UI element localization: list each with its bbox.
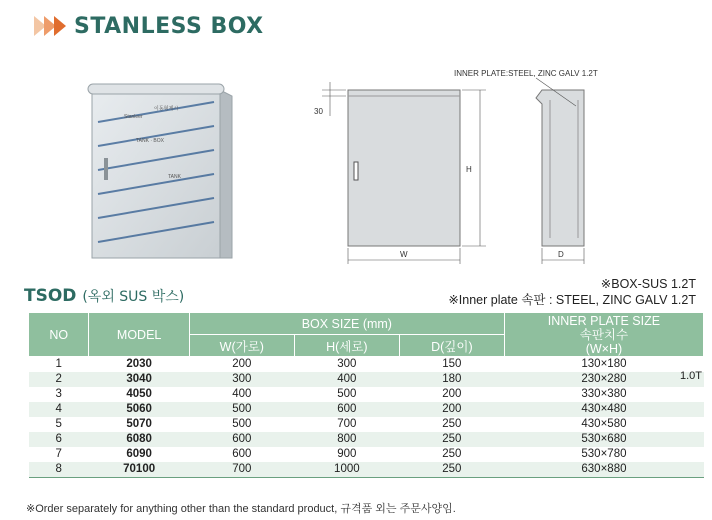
photo-label: TANK · BOX [136, 138, 164, 144]
technical-drawing [300, 60, 700, 280]
cell-w: 600 [189, 447, 294, 462]
cell-d: 200 [399, 387, 504, 402]
footnote: ※Order separately for anything other than the standard product, 규격품 외는 주문사양임. [26, 503, 456, 515]
chevron-right-icon [54, 16, 66, 36]
table-row [29, 462, 704, 478]
cell-model: 6080 [89, 432, 189, 447]
cell-w: 200 [189, 357, 294, 373]
cell-no: 8 [29, 462, 89, 478]
cell-model: 4050 [89, 387, 189, 402]
page-header [34, 6, 264, 46]
table-row [29, 387, 704, 402]
cell-inner: 330×380 [504, 387, 703, 402]
table-row [29, 402, 704, 417]
col-header-box-size: BOX SIZE (mm) [189, 313, 504, 335]
note-inner-plate: ※Inner plate 속판 : STEEL, ZINC GALV 1.2T [448, 293, 696, 307]
col-header-no: NO [29, 313, 89, 357]
page-title: STANLESS BOX [74, 13, 264, 39]
spec-table [28, 312, 704, 478]
material-notes [448, 276, 696, 308]
cell-h: 700 [294, 417, 399, 432]
cell-h: 300 [294, 357, 399, 373]
cell-d: 150 [399, 357, 504, 373]
col-header-d: D(깊이) [399, 335, 504, 357]
cell-model: 2030 [89, 357, 189, 373]
cell-inner: 530×680 [504, 432, 703, 447]
photo-label: Stanleer [124, 114, 143, 120]
col-header-inner-plate [504, 313, 703, 357]
photo-label: 이동형제시 [154, 106, 179, 112]
cell-w: 400 [189, 387, 294, 402]
note-box-material: ※BOX-SUS 1.2T [600, 277, 696, 291]
inner-plate-note: INNER PLATE:STEEL, ZINC GALV 1.2T [454, 69, 598, 78]
cell-model: 3040 [89, 372, 189, 387]
cell-w: 700 [189, 462, 294, 478]
thickness-note: 1.0T [680, 370, 703, 382]
cell-w: 600 [189, 432, 294, 447]
cell-no: 3 [29, 387, 89, 402]
inner-plate-header-line2: 속판치수 [579, 327, 629, 342]
table-row [29, 372, 704, 387]
cell-d: 250 [399, 462, 504, 478]
cell-inner: 530×780 [504, 447, 703, 462]
cell-h: 600 [294, 402, 399, 417]
photo-label: TANK [168, 174, 181, 180]
cell-model: 5070 [89, 417, 189, 432]
cell-d: 250 [399, 432, 504, 447]
cell-no: 4 [29, 402, 89, 417]
cell-inner: 630×880 [504, 462, 703, 478]
cell-w: 500 [189, 402, 294, 417]
cell-h: 400 [294, 372, 399, 387]
series-code: TSOD [24, 286, 77, 306]
col-header-h: H(세로) [294, 335, 399, 357]
dimension-label: 30 [314, 107, 323, 116]
cell-no: 5 [29, 417, 89, 432]
cell-inner: 230×280 [504, 372, 703, 387]
cell-d: 250 [399, 447, 504, 462]
product-photo [84, 82, 234, 260]
cell-h: 900 [294, 447, 399, 462]
cell-inner: 130×180 [504, 357, 703, 373]
table-row [29, 447, 704, 462]
cell-no: 7 [29, 447, 89, 462]
inner-plate-header-line1: INNER PLATE SIZE [547, 313, 661, 328]
cell-h: 800 [294, 432, 399, 447]
cell-no: 2 [29, 372, 89, 387]
inner-plate-header-line3: (W×H) [585, 341, 623, 356]
cell-no: 1 [29, 357, 89, 373]
series-description: (옥외 SUS 박스) [82, 289, 185, 305]
table-row [29, 432, 704, 447]
dimension-label: W [400, 250, 408, 259]
product-series [24, 286, 184, 306]
cell-inner: 430×480 [504, 402, 703, 417]
cell-inner: 430×580 [504, 417, 703, 432]
cell-w: 500 [189, 417, 294, 432]
cell-d: 180 [399, 372, 504, 387]
dimension-label: H [466, 165, 472, 174]
cell-model: 6090 [89, 447, 189, 462]
cell-model: 5060 [89, 402, 189, 417]
cell-no: 6 [29, 432, 89, 447]
cell-model: 70100 [89, 462, 189, 478]
table-row [29, 417, 704, 432]
dimension-label: D [558, 250, 564, 259]
cell-h: 1000 [294, 462, 399, 478]
cell-h: 500 [294, 387, 399, 402]
col-header-model: MODEL [89, 313, 189, 357]
cell-d: 200 [399, 402, 504, 417]
cell-w: 300 [189, 372, 294, 387]
col-header-w: W(가로) [189, 335, 294, 357]
table-row [29, 357, 704, 373]
cell-d: 250 [399, 417, 504, 432]
